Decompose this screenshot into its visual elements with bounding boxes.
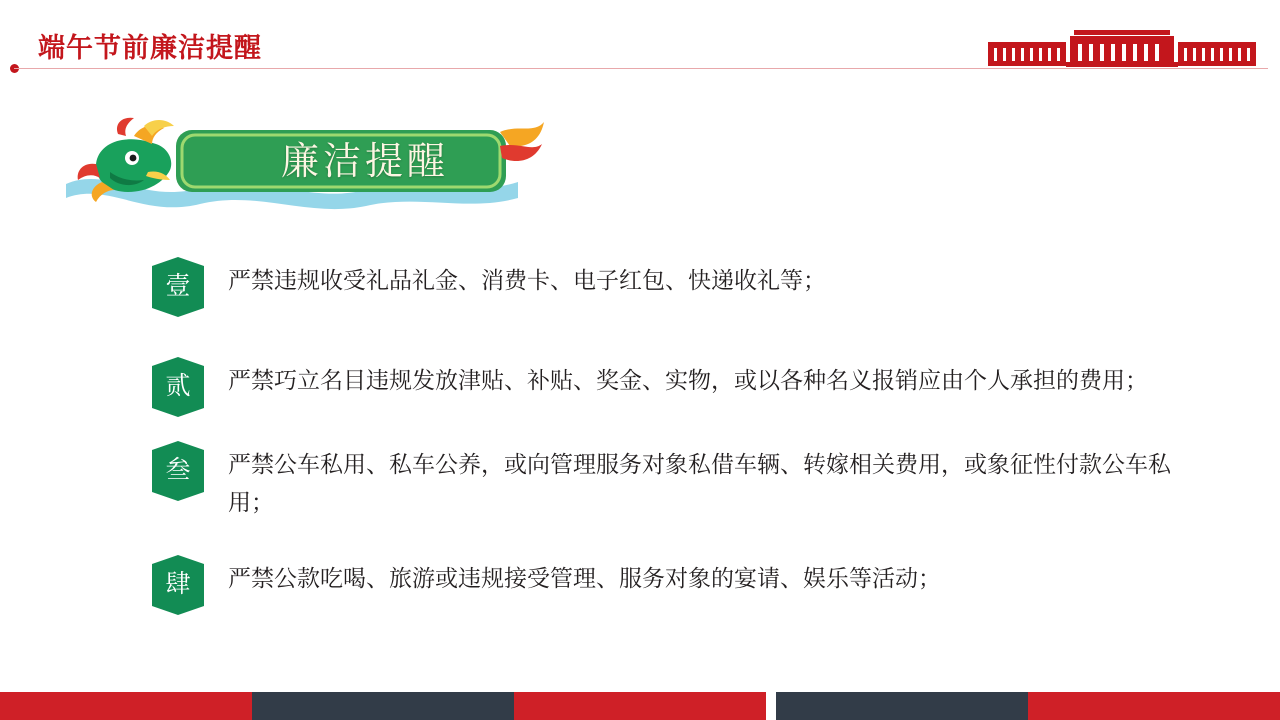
list-item-text: 严禁巧立名目违规发放津贴、补贴、奖金、实物，或以各种名义报销应由个人承担的费用；: [228, 368, 1148, 393]
section-banner: [48, 112, 548, 212]
list-item: [152, 362, 1212, 408]
list-item-text: 严禁公款吃喝、旅游或违规接受管理、服务对象的宴请、娱乐等活动；: [228, 566, 941, 591]
list-item-text: 严禁违规收受礼品礼金、消费卡、电子红包、快递收礼等；: [228, 268, 826, 293]
list-item-badge: 肆: [152, 564, 204, 606]
list-item-badge: 贰: [152, 366, 204, 408]
section-title: 廉洁提醒: [280, 141, 449, 183]
footer-bar-dark-right: [776, 692, 1028, 720]
footer-bar-red-left: [0, 692, 252, 720]
list-item-badge: 叁: [152, 450, 204, 492]
footer-bar-dark-left: [252, 692, 514, 720]
header-divider: [14, 68, 1268, 69]
list-item-text: 严禁公车私用、私车公养，或向管理服务对象私借车辆、转嫁相关费用，或象征性付款公车私用；: [228, 452, 1171, 515]
reminder-list: [152, 262, 1212, 606]
footer-bar-red-mid: [514, 692, 766, 720]
page-title: 端午节前廉洁提醒: [38, 33, 262, 63]
slide-header: [0, 0, 1280, 80]
government-building-icon: [988, 30, 1256, 68]
list-item: [152, 560, 1212, 606]
list-item-badge: 壹: [152, 266, 204, 308]
list-item: [152, 446, 1212, 522]
list-item: [152, 262, 1212, 308]
footer-bar-white-gap: [766, 692, 776, 720]
footer-bar-red-right: [1028, 692, 1280, 720]
footer-bars: [0, 692, 1280, 720]
